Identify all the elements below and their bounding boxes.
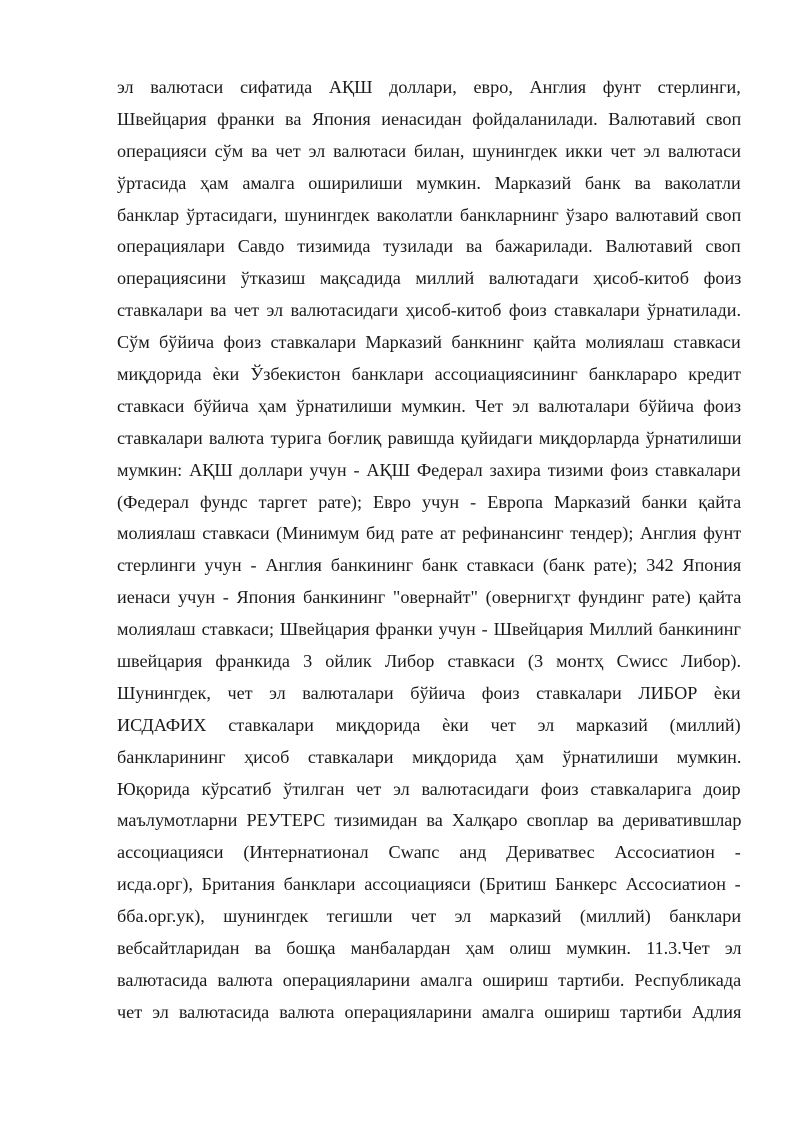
text-line: операциясини ўтказиш мақсадида миллий валютадаги ҳисоб-китоб фоиз: [117, 268, 742, 289]
text-line: маълумотларни РЕУТЕРС тизимидан ва Халқаро своплар ва дериватившлар: [117, 810, 742, 831]
text-line: мумкин: АҚШ доллари учун - АҚШ Федерал захира тизими фоиз ставкалари: [117, 459, 741, 480]
text-line: операциялари Савдо тизимида тузилади ва бажарилади. Валютавий своп: [117, 236, 741, 257]
text-line: ИСДАФИХ ставкалари миқдорида ѐки чет эл марказий (миллий): [117, 714, 741, 735]
body-paragraph: [117, 72, 741, 1029]
text-line: миқдорида ѐки Ўзбекистон банклари ассоциациясининг банклараро кредит: [117, 364, 741, 385]
text-line: ассоциацияси (Интернатионал Сwапс анд Дериватвес Ассосиатион -: [117, 842, 741, 863]
text-line: иенаси учун - Япония банкининг "овернайт" (овернигҳт фундинг рате) қайта: [117, 587, 742, 608]
text-line: ставкаси бўйича ҳам ўрнатилиши мумкин. Чет эл валюталари бўйича фоиз: [117, 395, 742, 416]
text-line: (Федерал фундс таргет рате); Евро учун - Европа Марказий банки қайта: [117, 491, 742, 512]
text-line: валютасида валюта операцияларини амалга ошириш тартиби. Республикада: [117, 969, 742, 990]
text-line: молиялаш ставкаси; Швейцария франки учун - Швейцария Миллий банкининг: [117, 619, 741, 640]
text-line: бба.орг.ук), шунингдек тегишли чет эл марказий (миллий) банклари: [117, 906, 742, 927]
text-line: Швейцария франки ва Япония иенасидан фойдаланилади. Валютавий своп: [117, 108, 742, 129]
text-line: Юқорида кўрсатиб ўтилган чет эл валютасидаги фоиз ставкаларига доир: [117, 778, 741, 799]
text-line: эл валютаси сифатида АҚШ доллари, евро, Англия фунт стерлинги,: [117, 77, 741, 97]
text-line: ставкалари валюта турига боғлиқ равишда қуйидаги миқдорларда ўрнатилиши: [117, 427, 742, 448]
text-line: банклар ўртасидаги, шунингдек ваколатли банкларнинг ўзаро валютавий своп: [117, 204, 742, 225]
text-line: молиялаш ставкаси (Минимум бид рате ат рефинансинг тендер); Англия фунт: [117, 523, 742, 544]
text-line: Шунингдек, чет эл валюталари бўйича фоиз ставкалари ЛИБОР ѐки: [117, 682, 741, 703]
text-line: швейцария франкида 3 ойлик Либор ставкаси (3 монтҳ Сwисс Либор).: [117, 651, 741, 672]
text-line: банкларининг ҳисоб ставкалари миқдорида ҳам ўрнатилиши мумкин.: [117, 746, 742, 767]
text-line: стерлинги учун - Англия банкининг банк ставкаси (банк рате); 342 Япония: [117, 555, 742, 576]
text-line: ўртасида ҳам амалга оширилиши мумкин. Марказий банк ва ваколатли: [117, 172, 741, 193]
text-line: исда.орг), Британия банклари ассоциацияси (Бритиш Банкерс Ассосиатион -: [117, 874, 741, 895]
text-line: операцияси сўм ва чет эл валютаси билан, шунингдек икки чет эл валютаси: [117, 140, 741, 161]
text-line: ставкалари ва чет эл валютасидаги ҳисоб-китоб фоиз ставкалари ўрнатилади.: [117, 300, 742, 321]
text-line: вебсайтларидан ва бошқа манбалардан ҳам олиш мумкин. 11.3.Чет эл: [117, 938, 742, 959]
text-line: Сўм бўйича фоиз ставкалари Марказий банкнинг қайта молиялаш ставкаси: [117, 332, 741, 353]
text-line: чет эл валютасида валюта операцияларини амалга ошириш тартиби Адлия: [117, 1001, 742, 1022]
